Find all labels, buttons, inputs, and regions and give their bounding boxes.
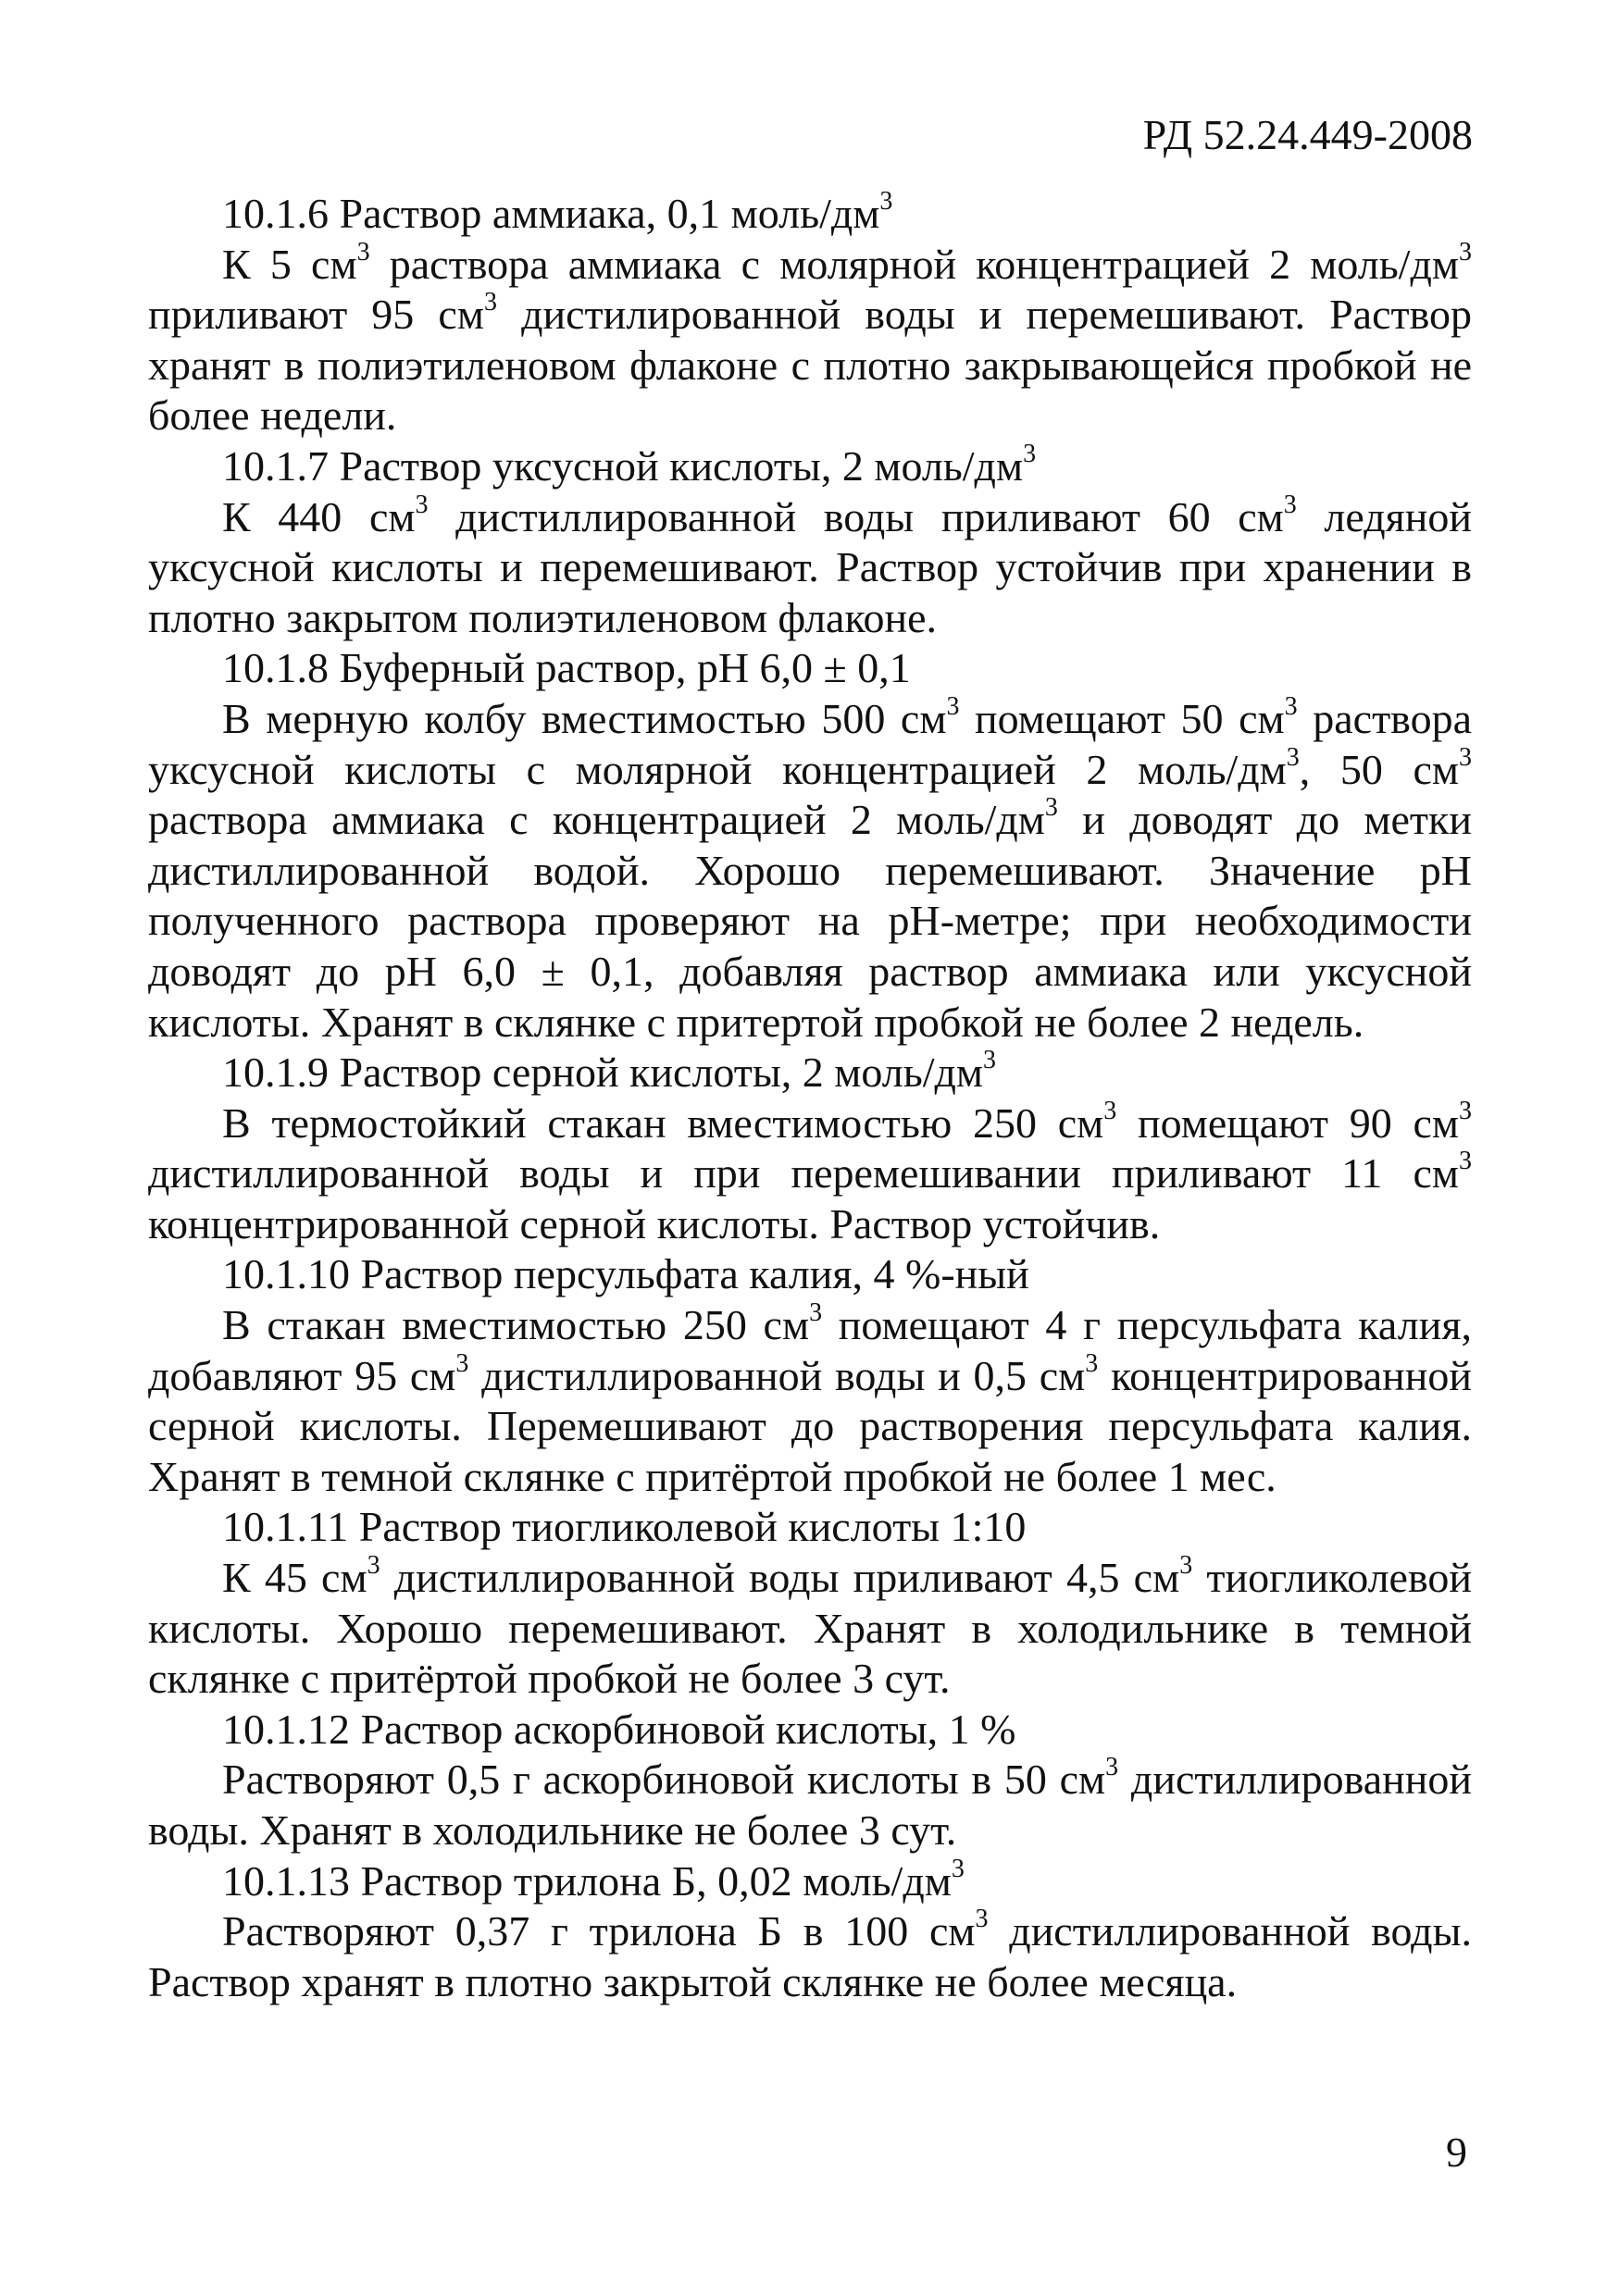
section-paragraph bbox=[148, 1300, 1472, 1502]
section-title: Раствор аскорбиновой кислоты, 1 % bbox=[360, 1705, 1016, 1753]
superscript: 3 bbox=[1105, 1753, 1119, 1782]
paragraph-text: Растворяют 0,5 г аскорбиновой кислоты в 50 см bbox=[222, 1756, 1106, 1804]
section-paragraph bbox=[148, 1098, 1472, 1250]
section-paragraph bbox=[148, 237, 1472, 441]
section-title: Раствор трилона Б, 0,02 моль/дм bbox=[360, 1856, 952, 1905]
section-number: 10.1.8 bbox=[222, 644, 329, 692]
paragraph-text: раствора аммиака с молярной концентрацией 2 моль/дм bbox=[369, 240, 1459, 288]
paragraph-text: дистиллированной воды. Хранят в холодильнике не более 3 сут. bbox=[148, 1756, 1472, 1854]
section-paragraph bbox=[148, 1755, 1472, 1855]
section-heading bbox=[148, 441, 1472, 492]
paragraph-text: В термостойкий стакан вместимостью 250 см bbox=[222, 1098, 1104, 1147]
superscript: 3 bbox=[1284, 691, 1298, 721]
section-paragraph bbox=[148, 492, 1472, 644]
superscript: 3 bbox=[1458, 237, 1472, 267]
superscript: 3 bbox=[879, 187, 893, 216]
superscript: 3 bbox=[983, 1046, 997, 1075]
section-number: 10.1.12 bbox=[222, 1705, 350, 1753]
document-code: РД 52.24.449-2008 bbox=[1142, 111, 1473, 158]
paragraph-text: ледяной уксусной кислоты и перемешивают. Раствор устойчив при хранении в плотно закрытом полиэтиленовом флаконе. bbox=[148, 492, 1472, 641]
section-heading bbox=[148, 1705, 1472, 1756]
document-body bbox=[148, 189, 1472, 2007]
section-number: 10.1.10 bbox=[222, 1250, 350, 1298]
section-heading bbox=[148, 1856, 1472, 1907]
section-paragraph bbox=[148, 1906, 1472, 2007]
superscript: 3 bbox=[1459, 1096, 1472, 1125]
section-heading bbox=[148, 1048, 1472, 1098]
section-title: Раствор серной кислоты, 2 моль/дм bbox=[339, 1049, 984, 1097]
paragraph-text: Растворяют 0,37 г трилона Б в 100 см bbox=[222, 1907, 976, 1955]
superscript: 3 bbox=[1459, 1147, 1472, 1176]
paragraph-text: приливают 95 см bbox=[148, 291, 484, 339]
superscript: 3 bbox=[1459, 742, 1472, 772]
superscript: 3 bbox=[951, 1854, 965, 1883]
superscript: 3 bbox=[946, 691, 960, 721]
paragraph-text: дистиллированной воды и 0,5 см bbox=[468, 1351, 1086, 1399]
section-number: 10.1.7 bbox=[222, 441, 329, 490]
superscript: 3 bbox=[1179, 1551, 1193, 1581]
superscript: 3 bbox=[367, 1551, 380, 1581]
section-paragraph bbox=[148, 1553, 1472, 1705]
superscript: 3 bbox=[1286, 742, 1300, 772]
section-paragraph bbox=[148, 691, 1473, 1048]
paragraph-text: помещают 4 г персульфата калия, добавляют 95 см bbox=[148, 1301, 1472, 1399]
section-heading bbox=[148, 189, 1472, 240]
superscript: 3 bbox=[1044, 793, 1058, 823]
paragraph-text: В стакан вместимостью 250 см bbox=[222, 1301, 810, 1349]
superscript: 3 bbox=[455, 1348, 469, 1378]
section-title: Раствор персульфата калия, 4 %-ный bbox=[360, 1250, 1029, 1298]
superscript: 3 bbox=[1283, 490, 1297, 519]
section-number: 10.1.6 bbox=[222, 190, 329, 237]
paragraph-text: дистиллированной воды приливают 60 см bbox=[428, 492, 1284, 540]
paragraph-text: помещают 90 см bbox=[1116, 1098, 1459, 1147]
paragraph-text: , 50 см bbox=[1299, 745, 1459, 793]
superscript: 3 bbox=[483, 288, 497, 317]
section-title: Буферный раствор, pH 6,0 ± 0,1 bbox=[339, 644, 911, 692]
superscript: 3 bbox=[1085, 1348, 1099, 1378]
superscript: 3 bbox=[1103, 1096, 1117, 1125]
section-title: Раствор тиогликолевой кислоты 1:10 bbox=[358, 1503, 1027, 1551]
section-number: 10.1.13 bbox=[222, 1856, 350, 1905]
section-heading bbox=[148, 1249, 1472, 1300]
section-title: Раствор уксусной кислоты, 2 моль/дм bbox=[339, 441, 1024, 490]
superscript: 3 bbox=[356, 237, 370, 267]
section-heading bbox=[148, 643, 1472, 694]
paragraph-text: тиогликолевой кислоты. Хорошо перемешивают. Хранят в холодильнике в темной склянке с притёртой пробкой не более 3 сут. bbox=[148, 1554, 1472, 1703]
paragraph-text: концентрированной серной кислоты. Перемешивают до растворения персульфата калия. Хранят в темной склянке с притёртой пробкой не более 1 мес. bbox=[148, 1351, 1473, 1500]
paragraph-text: К 440 см bbox=[222, 492, 416, 540]
paragraph-text: дистиллированной воды. Раствор хранят в плотно закрытой склянке не более месяца. bbox=[148, 1907, 1472, 2005]
section-number: 10.1.9 bbox=[222, 1049, 329, 1097]
page-number: 9 bbox=[1446, 2128, 1467, 2176]
superscript: 3 bbox=[415, 490, 429, 519]
paragraph-text: и доводят до метки дистиллированной водой. Хорошо перемешивают. Значение pH полученного раствора проверяют на pH-метре; при необходимости доводят до pH 6,0 ± 0,1, добавляя раствор аммиака или уксусной кислоты. Хранят в склянке с притертой пробкой не более 2 недель. bbox=[148, 796, 1472, 1046]
superscript: 3 bbox=[975, 1905, 989, 1934]
paragraph-text: К 45 см bbox=[222, 1554, 367, 1602]
section-title: Раствор аммиака, 0,1 моль/дм bbox=[339, 190, 880, 237]
paragraph-text: дистиллированной воды приливают 4,5 см bbox=[380, 1554, 1180, 1602]
superscript: 3 bbox=[1023, 439, 1037, 468]
paragraph-text: дистиллированной воды и при перемешивании приливают 11 см bbox=[148, 1149, 1459, 1198]
paragraph-text: раствора аммиака с концентрацией 2 моль/дм bbox=[148, 796, 1045, 844]
paragraph-text: К 5 см bbox=[222, 240, 357, 288]
section-number: 10.1.11 bbox=[222, 1503, 349, 1551]
paragraph-text: дистилированной воды и перемешивают. Раствор хранят в полиэтиленовом флаконе с плотно закрывающейся пробкой не более недели. bbox=[148, 291, 1472, 440]
section-heading bbox=[148, 1502, 1472, 1553]
superscript: 3 bbox=[809, 1298, 823, 1328]
paragraph-text: концентрированной серной кислоты. Раствор устойчив. bbox=[148, 1199, 1161, 1247]
paragraph-text: раствора уксусной кислоты с молярной концентрацией 2 моль/дм bbox=[148, 694, 1473, 793]
paragraph-text: помещают 50 см bbox=[959, 694, 1285, 742]
paragraph-text: В мерную колбу вместимостью 500 см bbox=[222, 694, 947, 742]
